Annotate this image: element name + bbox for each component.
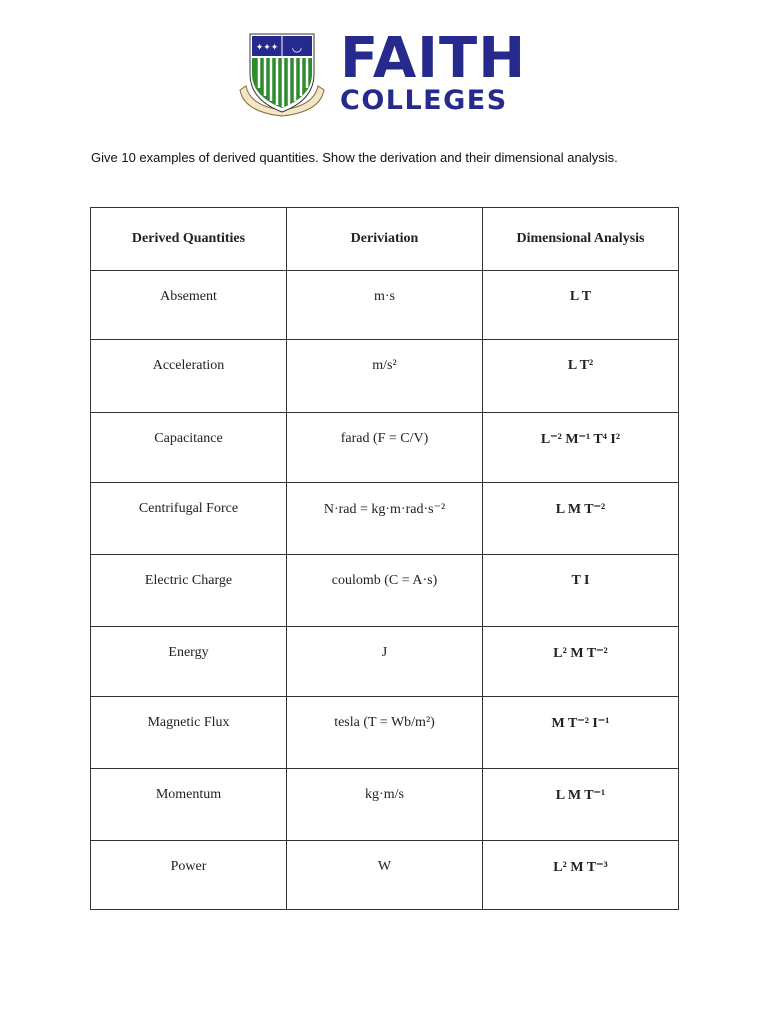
derivation-cell: farad (F = C/V) bbox=[287, 413, 483, 483]
quantity-cell: Magnetic Flux bbox=[91, 697, 287, 769]
dimension-cell: L² M T⁻³ bbox=[483, 841, 679, 910]
table-row bbox=[91, 555, 679, 627]
table-row bbox=[91, 697, 679, 769]
svg-text:✦✦✦: ✦✦✦ bbox=[255, 43, 279, 53]
table-row bbox=[91, 413, 679, 483]
column-header-dimension: Dimensional Analysis bbox=[483, 208, 679, 271]
derivation-cell: m/s² bbox=[287, 340, 483, 413]
derivation-cell: tesla (T = Wb/m²) bbox=[287, 697, 483, 769]
quantity-cell: Momentum bbox=[91, 769, 287, 841]
derivation-cell: W bbox=[287, 841, 483, 910]
derivation-cell: N·rad = kg·m·rad·s⁻² bbox=[287, 483, 483, 555]
quantity-cell: Acceleration bbox=[91, 340, 287, 413]
quantity-cell: Centrifugal Force bbox=[91, 483, 287, 555]
logo-line-colleges: COLLEGES bbox=[340, 85, 508, 116]
table-row bbox=[91, 769, 679, 841]
dimension-cell: L T² bbox=[483, 340, 679, 413]
derivation-cell: coulomb (C = A·s) bbox=[287, 555, 483, 627]
header bbox=[0, 0, 768, 130]
table-row bbox=[91, 271, 679, 340]
table-row bbox=[91, 627, 679, 697]
college-crest-icon bbox=[234, 30, 330, 118]
quantity-cell: Absement bbox=[91, 271, 287, 340]
column-header-quantity: Derived Quantities bbox=[91, 208, 287, 271]
column-header-derivation: Deriviation bbox=[287, 208, 483, 271]
question-prompt: Give 10 examples of derived quantities. Show the derivation and their dimensional analysis. bbox=[91, 150, 618, 165]
dimension-cell: L T bbox=[483, 271, 679, 340]
quantity-cell: Electric Charge bbox=[91, 555, 287, 627]
logo-line-faith: FAITH bbox=[340, 26, 527, 91]
college-logo bbox=[340, 26, 540, 116]
derivation-cell: m·s bbox=[287, 271, 483, 340]
quantity-cell: Capacitance bbox=[91, 413, 287, 483]
table-row bbox=[91, 841, 679, 910]
quantity-cell: Power bbox=[91, 841, 287, 910]
derived-quantities-table bbox=[90, 207, 679, 910]
dimension-cell: L M T⁻² bbox=[483, 483, 679, 555]
derivation-cell: J bbox=[287, 627, 483, 697]
dimension-cell: L² M T⁻² bbox=[483, 627, 679, 697]
derivation-cell: kg·m/s bbox=[287, 769, 483, 841]
table-row bbox=[91, 340, 679, 413]
dimension-cell: T I bbox=[483, 555, 679, 627]
dimension-cell: L M T⁻¹ bbox=[483, 769, 679, 841]
svg-text:◡: ◡ bbox=[291, 40, 303, 54]
table-row bbox=[91, 483, 679, 555]
dimension-cell: L⁻² M⁻¹ T⁴ I² bbox=[483, 413, 679, 483]
table-header-row bbox=[91, 208, 679, 271]
quantity-cell: Energy bbox=[91, 627, 287, 697]
dimension-cell: M T⁻² I⁻¹ bbox=[483, 697, 679, 769]
